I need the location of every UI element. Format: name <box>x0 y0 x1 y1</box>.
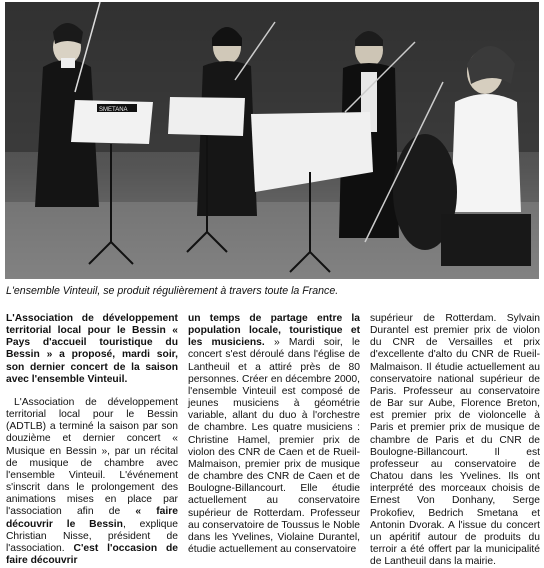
article-column-3 <box>370 313 540 568</box>
bold-quote: « faire découvrir le Bessin <box>6 506 178 530</box>
bold-quote: C'est l'occasion de faire découvrir <box>6 542 178 566</box>
article-column-2 <box>188 313 360 556</box>
paragraph-text: , explique Christian Nisse, président de l'association. <box>6 518 178 554</box>
quartet-illustration <box>5 2 539 279</box>
photo-caption: L'ensemble Vinteuil, se produit régulièrement à travers toute la France. <box>6 285 339 297</box>
paragraph-text: L'Association de développement territorial local pour le Bessin (ADTLB) a terminé la saison par son douzième et dernier concert « Musique en Bessin », par un récital de musique de chambre avec l'ensemble Vinteuil. L'événement s'inscrit dans le prolongement des animations mises en place par l'association afin de <box>6 396 178 518</box>
article-paragraph-1 <box>6 397 178 567</box>
article-paragraph-3: supérieur de Rotterdam. Sylvain Durantel est premier prix de violon du CNR de Versailles et prix d'excellente d'alto du CNR de Rueil-Malmaison. Il étudie actuellement au conservatoire national supérieur de Paris. Professeur au conservatoire de Bar sur Aube, Florence Breton, est premier prix de violoncelle à Paris et premier prix de musique de chambre de Paris et du CNR de Boulogne-Billancourt. Il est professeur au conservatoire de Chatou dans les Yvelines. Ils ont interprété des morceaux choisis de Ernest Von Donhany, Serge Prokofiev, Bedrich Smetana et Antonin Dvorak. A l'issue du concert un apéritif autour de produits du terroir a été offert par la municipalité de Lantheuil dans la mairie. <box>370 313 540 568</box>
concert-photo <box>5 2 539 279</box>
article-column-1 <box>6 313 178 567</box>
paragraph-text: » Mardi soir, le concert s'est déroulé dans l'église de Lantheuil et a attiré près de 80 personnes. Créer en décembre 2000, l'ensemble Vinteuil est composé de jeunes musiciens à géométrie variable, allant du duo à l'orchestre de chambre. Les quatre musiciens : Christine Hamel, premier prix de violon des CNR de Caen et de Rueil-Malmaison, premier prix de musique de chambre des CNR de Caen et de Boulogne-Billancourt. Elle étudie actuellement au conservatoire supérieur de Rotterdam. Professeur au conservatoire de Toussus le Noble dans les Yvelines, Violaine Durantel, étudie actuellement au conservatoire <box>188 337 360 555</box>
bold-quote: un temps de partage entre la population locale, touristique et les musiciens. <box>188 313 360 349</box>
article-paragraph-2 <box>188 313 360 556</box>
article-lead: L'Association de développement territorial local pour le Bessin « Pays d'accueil touristique du Bessin » a proposé, mardi soir, son dernier concert de la saison avec l'ensemble Vinteuil. <box>6 313 178 385</box>
score-label: SMETANA <box>99 107 128 113</box>
